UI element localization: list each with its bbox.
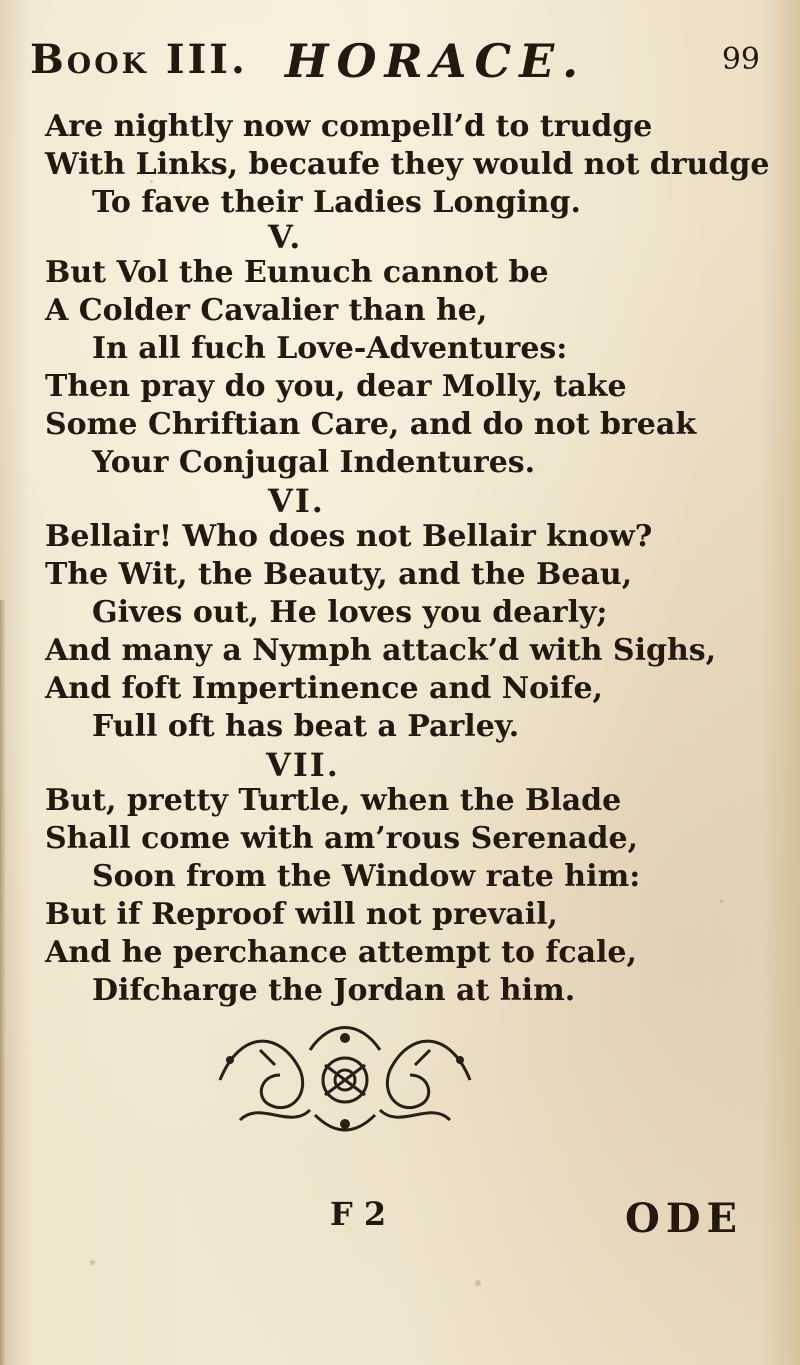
verse-line: And he perchance attempt to fcale,	[45, 935, 637, 970]
stanza-number: VII.	[266, 746, 340, 784]
page-gutter-shadow	[0, 600, 6, 1365]
book-number: Book III.	[30, 36, 248, 83]
verse-line: Some Chriftian Care, and do not break	[45, 407, 697, 442]
verse-line: Then pray do you, dear Molly, take	[45, 369, 627, 404]
verse-line: And many a Nymph attack’d with Sighs,	[45, 633, 717, 668]
page-number: 99	[721, 42, 760, 77]
verse-line: But if Reproof will not prevail,	[45, 897, 558, 932]
verse-line: The Wit, the Beauty, and the Beau,	[45, 557, 633, 592]
paper-speck	[475, 1280, 481, 1286]
author-running-head: HORACE.	[285, 34, 587, 88]
verse-line: Are nightly now compell’d to trudge	[45, 109, 653, 144]
verse-line: Difcharge the Jordan at him.	[92, 973, 576, 1008]
verse-line: To fave their Ladies Longing.	[92, 185, 581, 220]
paper-speck	[720, 900, 723, 903]
verse-line: But, pretty Turtle, when the Blade	[45, 783, 622, 818]
stanza-number: VI.	[268, 482, 325, 520]
running-header	[30, 36, 760, 96]
stanza-number: V.	[268, 218, 303, 256]
catchword: ODE	[625, 1195, 744, 1242]
verse-line: But Vol the Eunuch cannot be	[45, 255, 549, 290]
verse-line: Soon from the Window rate him:	[92, 859, 641, 894]
floral-vignette-icon	[200, 1020, 490, 1140]
verse-line: Shall come with am’rous Serenade,	[45, 821, 639, 856]
signature-mark: F 2	[330, 1195, 387, 1233]
verse-line: Full oft has beat a Parley.	[92, 709, 520, 744]
verse-line: And foft Impertinence and Noife,	[45, 671, 603, 706]
verse-line: A Colder Cavalier than he,	[45, 293, 488, 328]
verse-line: Your Conjugal Indentures.	[92, 445, 536, 480]
verse-line: In all fuch Love-Adventures:	[92, 331, 568, 366]
verse-line: Gives out, He loves you dearly;	[92, 595, 608, 630]
verse-line: Bellair! Who does not Bellair know?	[45, 519, 653, 554]
paper-speck	[90, 1260, 95, 1265]
verse-line: With Links, becaufe they would not drudge	[45, 147, 770, 182]
